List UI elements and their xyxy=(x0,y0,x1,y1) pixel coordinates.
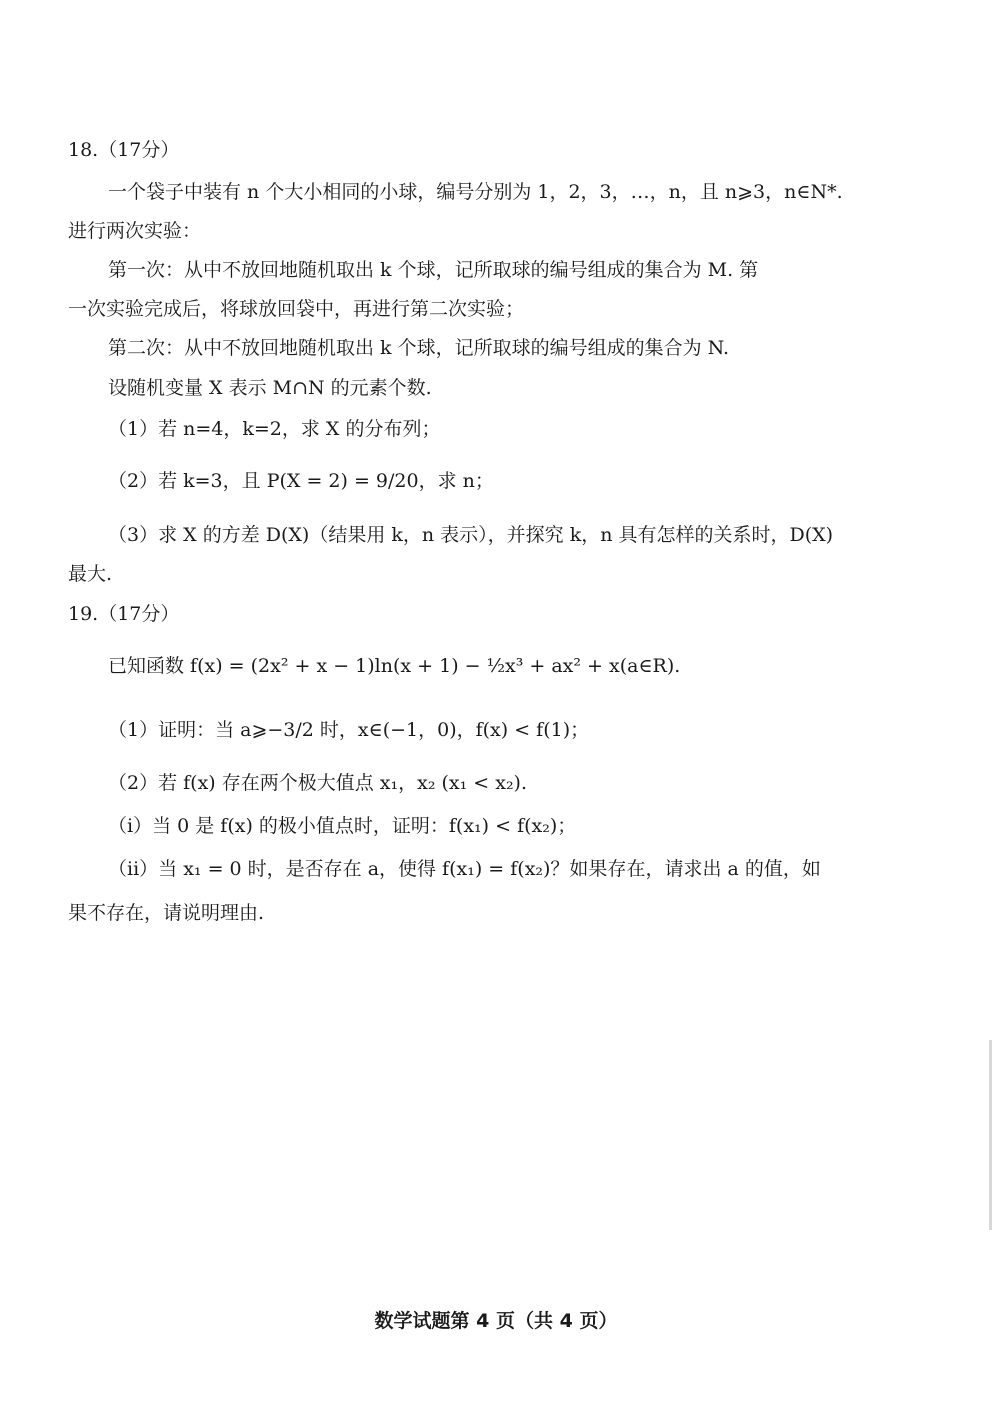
page-footer: 数学试题第 4 页（共 4 页） xyxy=(374,1310,618,1332)
q18-line-6: 设随机变量 X 表示 M∩N 的元素个数. xyxy=(108,377,432,399)
q19-part-2: （2）若 f(x) 存在两个极大值点 x₁，x₂ (x₁ < x₂). xyxy=(108,772,528,794)
q19-part-2-ii-cont: 果不存在，请说明理由. xyxy=(68,902,265,924)
q18-line-4: 一次实验完成后，将球放回袋中，再进行第二次实验； xyxy=(68,298,525,320)
q18-line-3: 第一次：从中不放回地随机取出 k 个球，记所取球的编号组成的集合为 M. 第 xyxy=(108,259,759,281)
q18-line-1: 一个袋子中装有 n 个大小相同的小球，编号分别为 1，2，3，…，n，且 n⩾3，n∈N*. xyxy=(108,181,843,203)
q19-heading: 19.（17分） xyxy=(68,603,180,625)
q18-part-2: （2）若 k=3，且 P(X = 2) = 9/20，求 n； xyxy=(108,470,494,492)
q19-line-1: 已知函数 f(x) = (2x² + x − 1)ln(x + 1) − ½x³ + ax² + x(a∈R). xyxy=(108,655,681,677)
q18-heading: 18.（17分） xyxy=(68,139,180,161)
q18-part-1: （1）若 n=4，k=2，求 X 的分布列； xyxy=(108,418,441,440)
q18-part-3: （3）求 X 的方差 D(X)（结果用 k，n 表示），并探究 k，n 具有怎样的关系时，D(X) xyxy=(108,524,834,546)
q19-part-1: （1）证明：当 a⩾−3/2 时，x∈(−1，0)，f(x) < f(1)； xyxy=(108,719,590,741)
q19-part-2-ii: （ii）当 x₁ = 0 时，是否存在 a，使得 f(x₁) = f(x₂)？如果存在，请求出 a 的值，如 xyxy=(108,858,821,880)
q19-part-2-i: （i）当 0 是 f(x) 的极小值点时，证明：f(x₁) < f(x₂)； xyxy=(108,815,577,837)
q18-line-5: 第二次：从中不放回地随机取出 k 个球，记所取球的编号组成的集合为 N. xyxy=(108,337,730,359)
q18-line-2: 进行两次实验： xyxy=(68,220,202,242)
q18-part-3-cont: 最大. xyxy=(68,563,113,585)
